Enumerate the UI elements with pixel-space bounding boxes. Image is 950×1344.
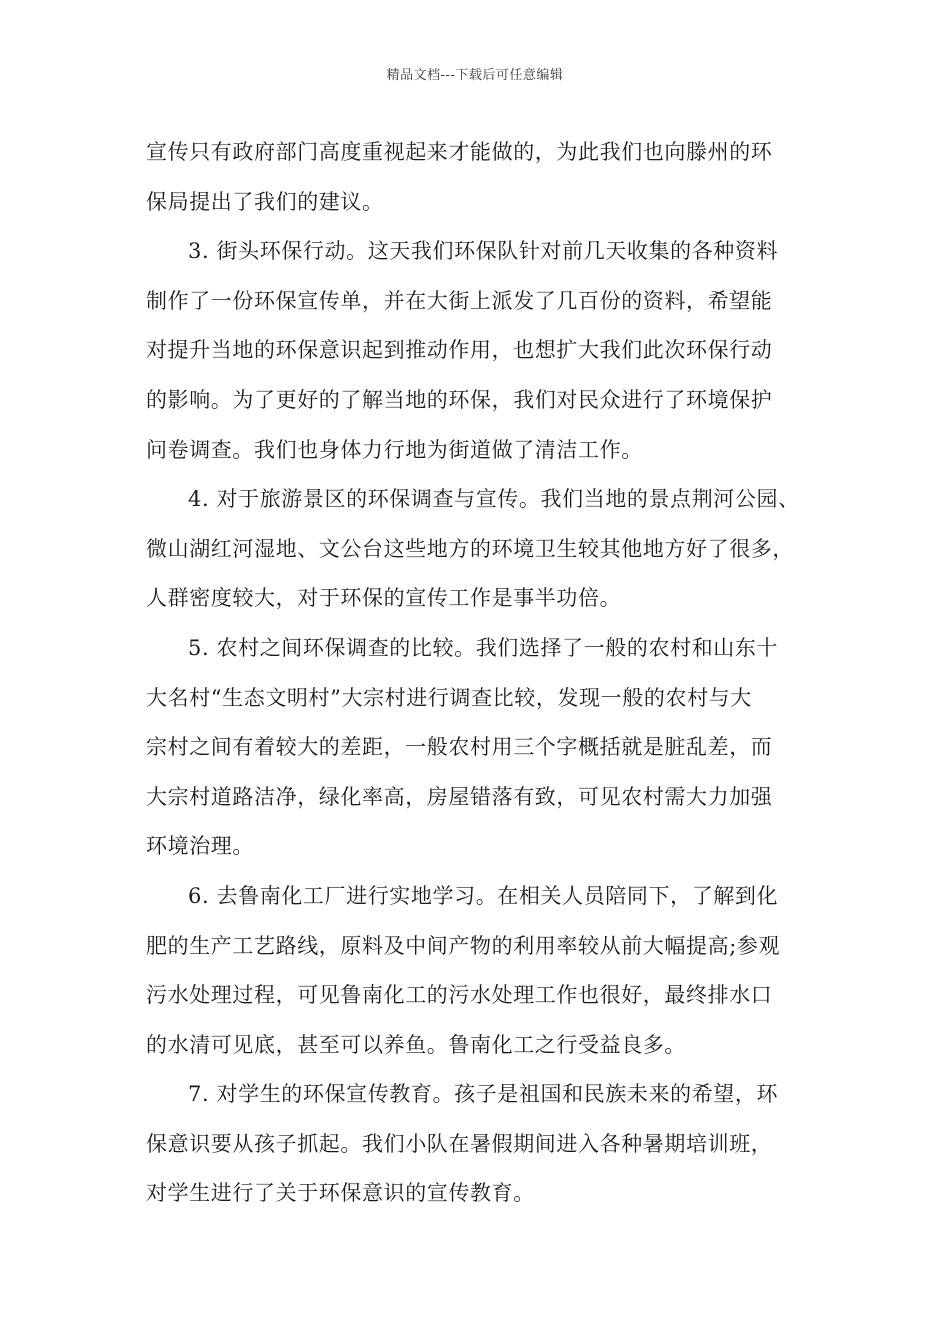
text-line: 大宗村道路洁净，绿化率高，房屋错落有致，可见农村需大力加强 — [146, 784, 773, 809]
text-line: 大名村“生态文明村”大宗村进行调查比较，发现一般的农村与大 — [146, 685, 752, 710]
list-item-3-line: 3. 街头环保行动。这天我们环保队针对前几天收集的各种资料 — [188, 239, 779, 264]
document-body — [146, 128, 816, 1219]
text-line: 环境治理。 — [146, 834, 254, 859]
list-item-5-line: 5. 农村之间环保调查的比较。我们选择了一般的农村和山东十 — [188, 635, 779, 660]
text-line: 对提升当地的环保意识起到推动作用，也想扩大我们此次环保行动 — [146, 338, 773, 363]
text-line: 的影响。为了更好的了解当地的环保，我们对民众进行了环境保护 — [146, 387, 773, 412]
text-line: 肥的生产工艺路线，原料及中间产物的利用率较从前大幅提高;参观 — [146, 933, 781, 958]
list-item-4-line: 4. 对于旅游景区的环保调查与宣传。我们当地的景点荆河公园、 — [188, 487, 800, 512]
list-item-6-line: 6. 去鲁南化工厂进行实地学习。在相关人员陪同下，了解到化 — [188, 883, 779, 908]
text-line: 微山湖红河湿地、文公台这些地方的环境卫生较其他地方好了很多， — [146, 536, 794, 561]
text-line: 保意识要从孩子抓起。我们小队在暑假期间进入各种暑期培训班， — [146, 1131, 773, 1156]
text-line: 人群密度较大，对于环保的宣传工作是事半功倍。 — [146, 586, 622, 611]
text-line: 宗村之间有着较大的差距，一般农村用三个字概括就是脏乱差，而 — [146, 735, 773, 760]
list-item-7-line: 7. 对学生的环保宣传教育。孩子是祖国和民族未来的希望，环 — [188, 1082, 779, 1107]
text-line: 宣传只有政府部门高度重视起来才能做的，为此我们也向滕州的环 — [146, 140, 773, 164]
text-line: 污水处理过程，可见鲁南化工的污水处理工作也很好，最终排水口 — [146, 983, 773, 1008]
text-line: 制作了一份环保宣传单，并在大街上派发了几百份的资料，希望能 — [146, 288, 773, 313]
page-header: 精品文档---下载后可任意编辑 — [386, 68, 564, 83]
text-line: 的水清可见底，甚至可以养鱼。鲁南化工之行受益良多。 — [146, 1032, 686, 1057]
text-line: 对学生进行了关于环保意识的宣传教育。 — [146, 1181, 535, 1206]
text-line: 保局提出了我们的建议。 — [146, 189, 384, 214]
text-line: 问卷调查。我们也身体力行地为街道做了清洁工作。 — [146, 437, 643, 462]
